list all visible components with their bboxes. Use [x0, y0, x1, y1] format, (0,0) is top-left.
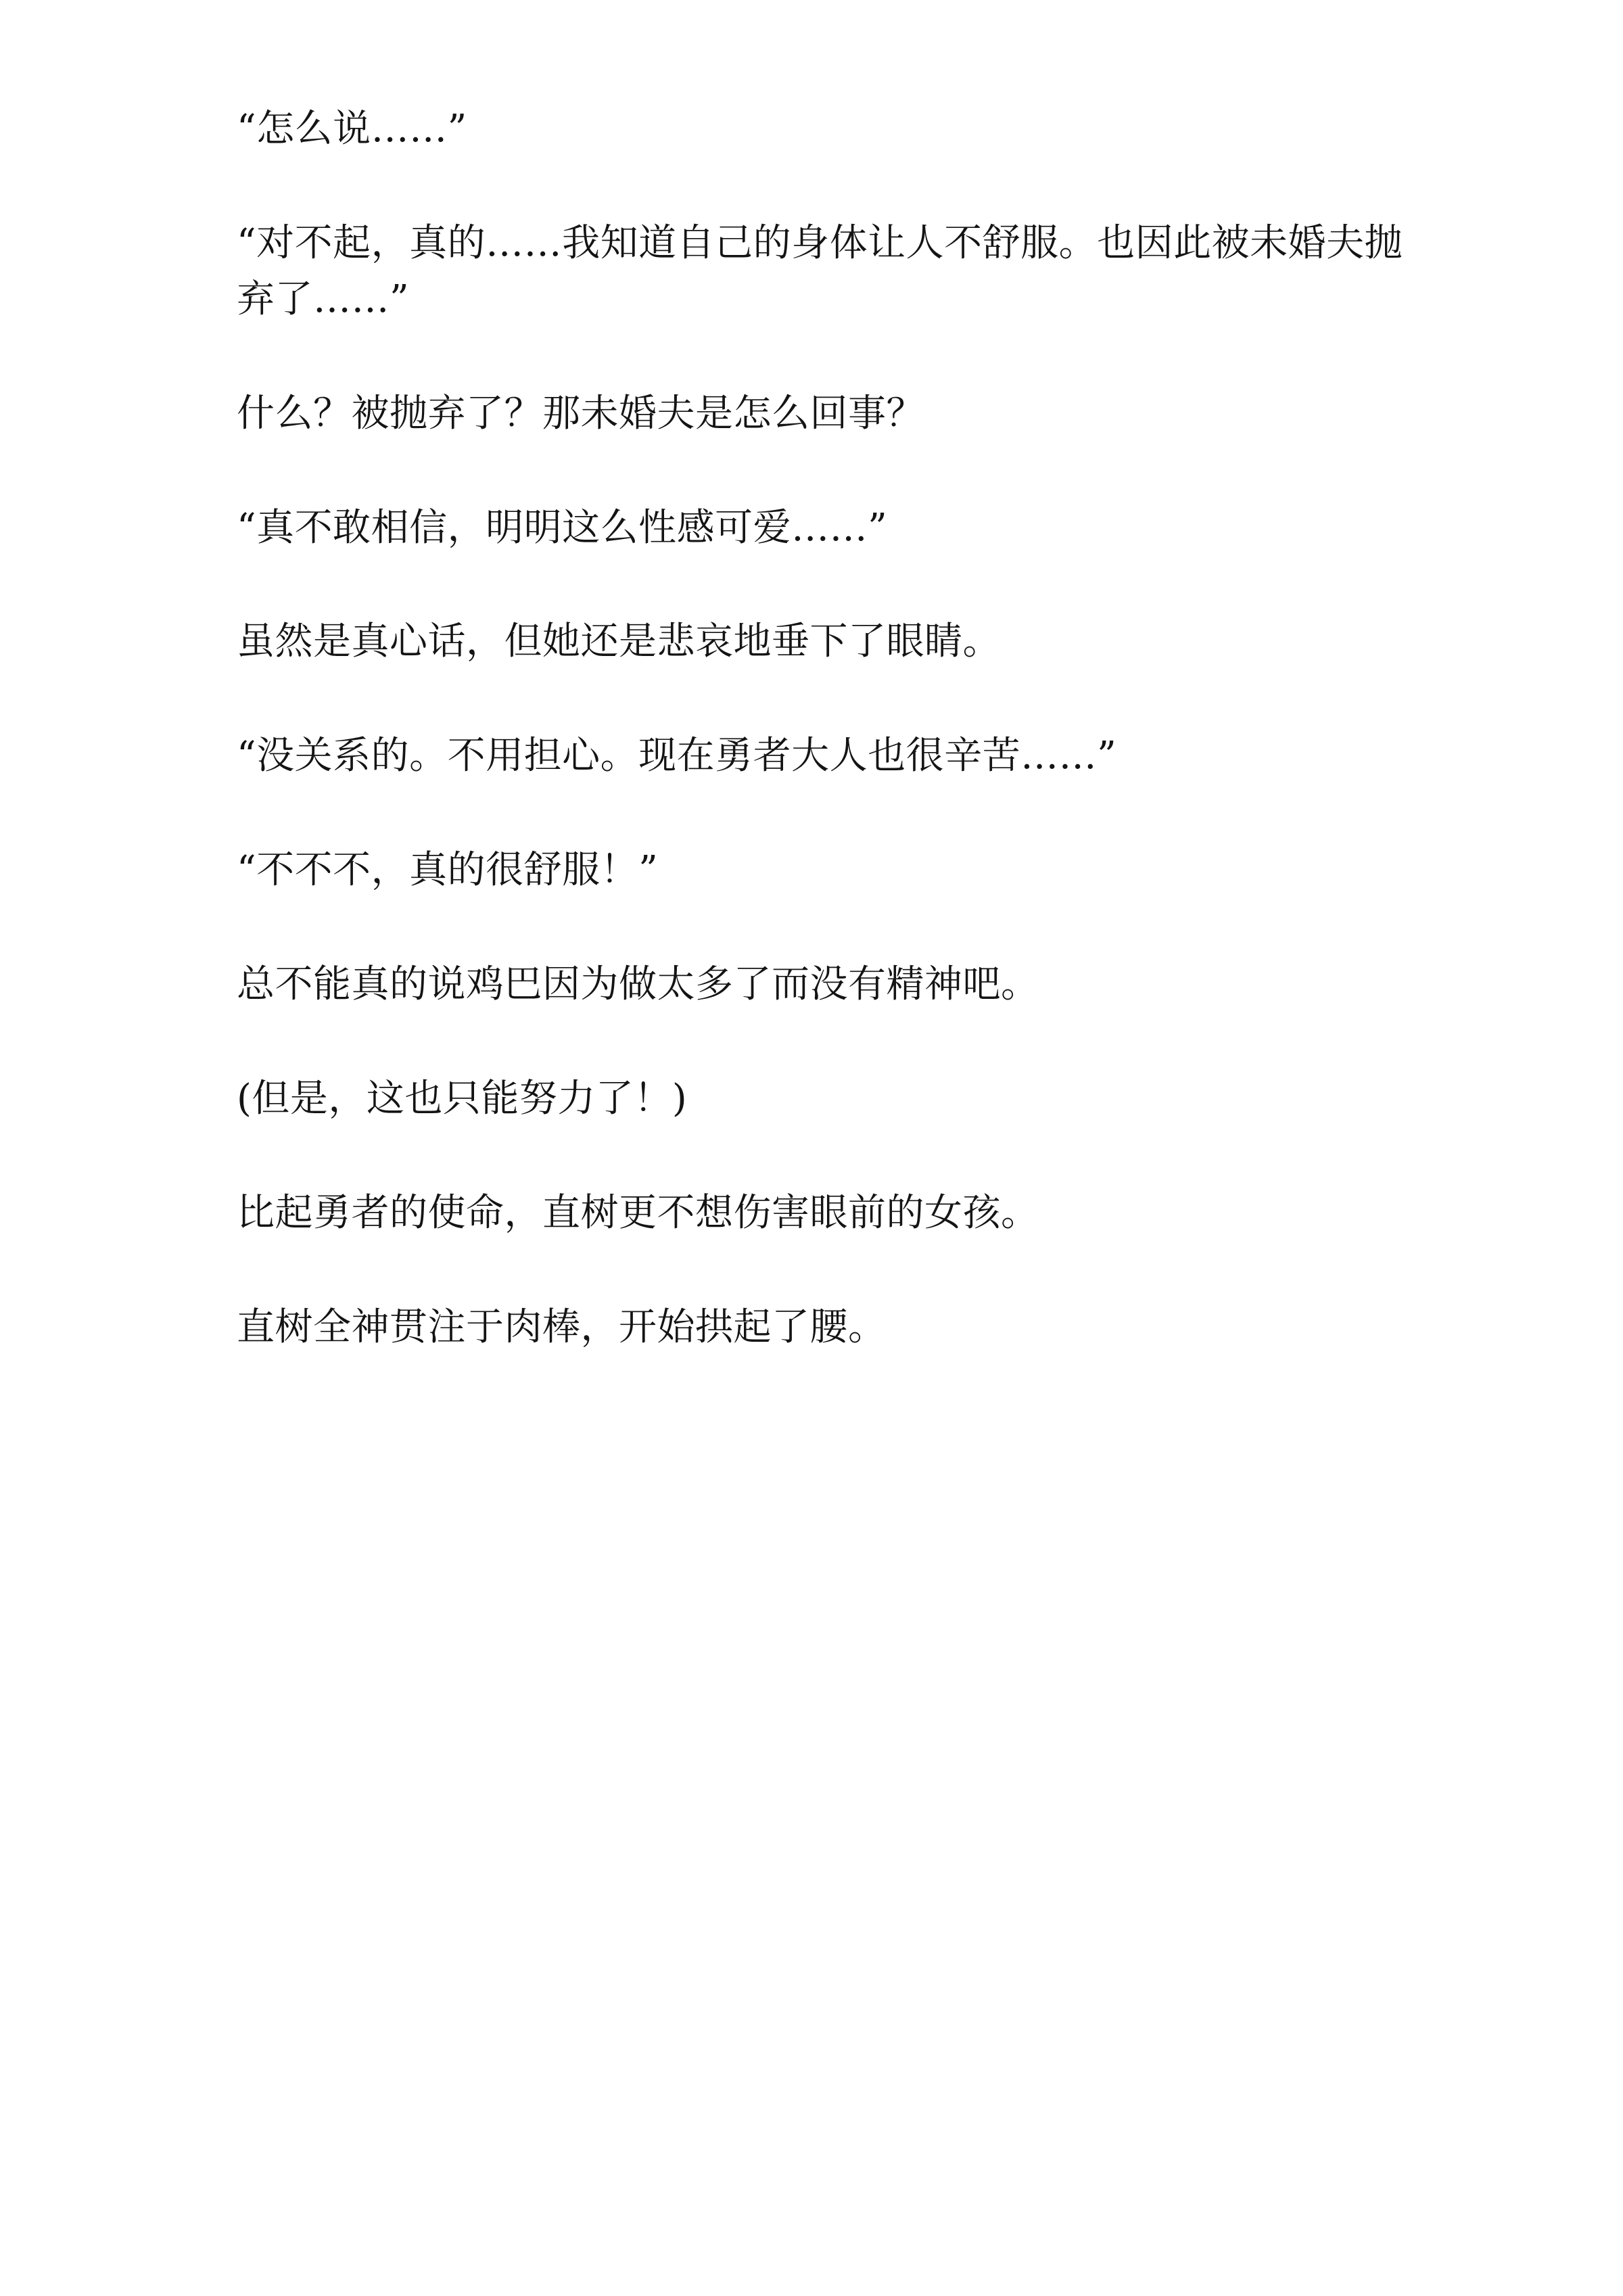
- paragraph: 直树全神贯注于肉棒，开始拱起了腰。: [237, 1305, 887, 1349]
- paragraph: 总不能真的说鸡巴因为做太多了而没有精神吧。: [237, 962, 1039, 1006]
- document-body: [237, 101, 1420, 1356]
- paragraph: 比起勇者的使命，直树更不想伤害眼前的女孩。: [237, 1190, 1039, 1235]
- paragraph: “怎么说……”: [237, 107, 467, 151]
- paragraph: “真不敢相信，明明这么性感可爱……”: [237, 505, 888, 550]
- paragraph: (但是，这也只能努力了！): [237, 1076, 688, 1121]
- paragraph: “没关系的。不用担心。现在勇者大人也很辛苦……”: [237, 734, 1117, 778]
- paragraph: “对不起，真的……我知道自己的身体让人不舒服。也因此被未婚夫抛弃了……”: [237, 220, 1403, 321]
- paragraph: “不不不，真的很舒服！”: [237, 848, 659, 893]
- paragraph: 虽然是真心话，但她还是悲哀地垂下了眼睛。: [237, 619, 1001, 664]
- paragraph: 什么？被抛弃了？那未婚夫是怎么回事？: [237, 391, 924, 436]
